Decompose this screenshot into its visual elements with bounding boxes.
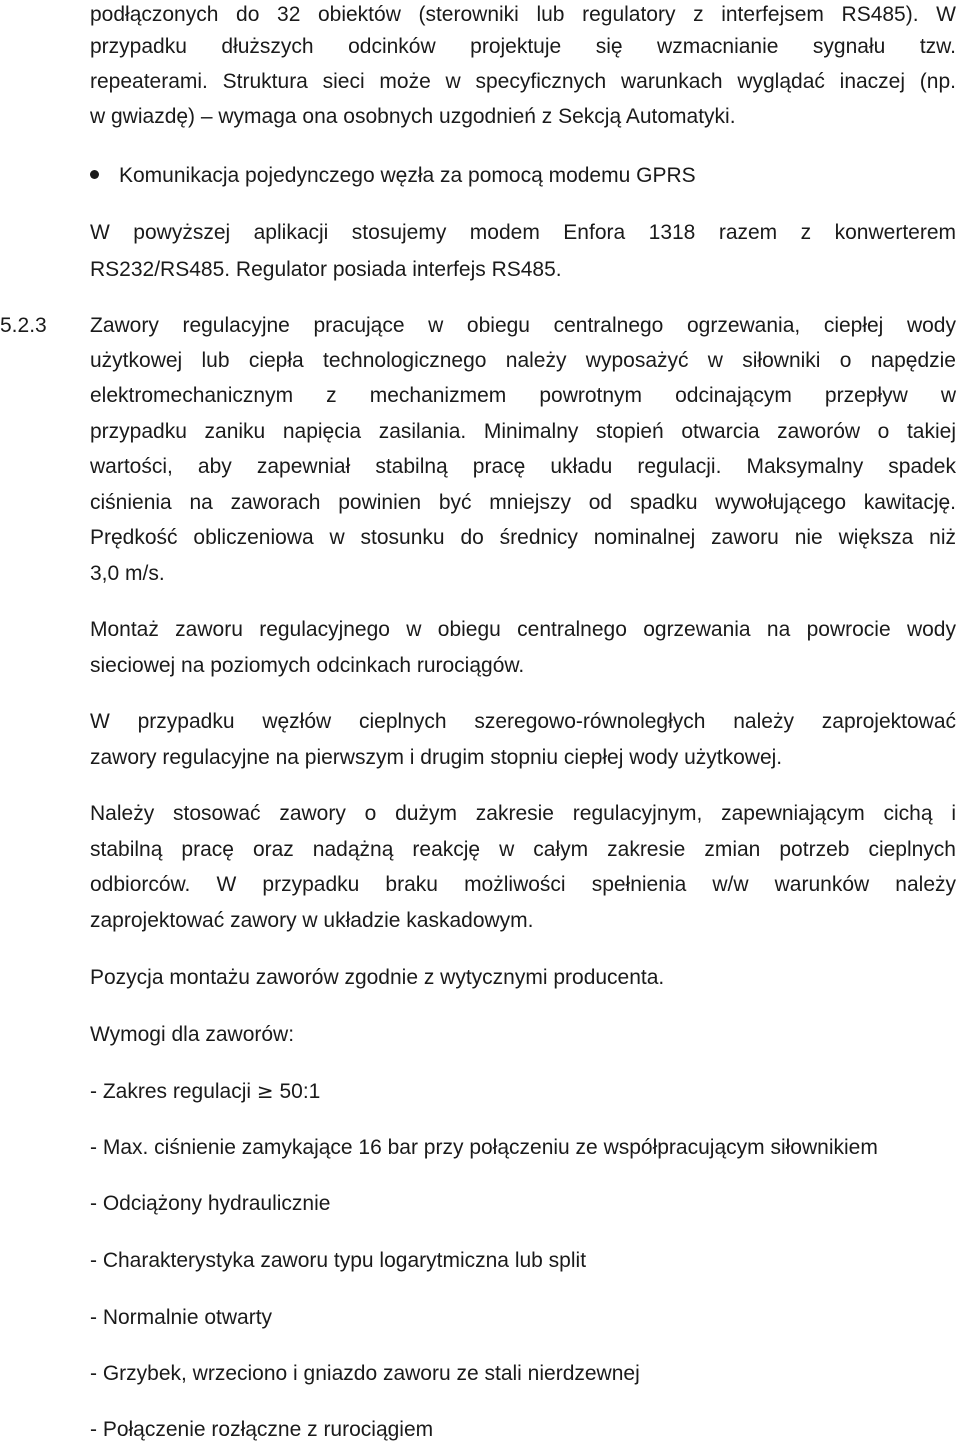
wezly-line: W przypadku węzłów cieplnych szeregowo-równoległych należy zaprojektować [90,710,956,733]
section-line: ciśnienia na zaworach powinien być mniejszy od spadku wywołującego kawitację. [90,491,956,514]
requirement-item [90,1076,320,1107]
zakres-line: zaprojektować zawory w układzie kaskadowym. [90,909,534,932]
gprs-line: W powyższej aplikacji stosujemy modem Enfora 1318 razem z konwerterem [90,221,956,244]
requirement-item: - Max. ciśnienie zamykające 16 bar przy połączeniu ze współpracującym siłownikiem [90,1136,878,1159]
section-line: elektromechanicznym z mechanizmem powrotnym odcinającym przepływ w [90,384,956,407]
montaz-line: sieciowej na poziomych odcinkach rurociągów. [90,654,525,677]
requirements-heading: Wymogi dla zaworów: [90,1023,295,1046]
requirement-item: - Odciążony hydraulicznie [90,1192,331,1215]
bullet-icon [90,170,99,179]
zakres-line: Należy stosować zawory o dużym zakresie regulacyjnym, zapewniającym cichą i [90,802,956,825]
zakres-line: odbiorców. W przypadku braku możliwości spełnienia w/w warunków należy [90,873,956,896]
pozycja-paragraph: Pozycja montażu zaworów zgodnie z wytycznymi producenta. [90,966,665,989]
greater-equal-symbol: ≥ [256,1079,274,1103]
gprs-line: RS232/RS485. Regulator posiada interfejs RS485. [90,258,562,281]
section-line: Prędkość obliczeniowa w stosunku do średnicy nominalnej zaworu nie większa niż [90,526,956,549]
section-line: wartości, aby zapewniał stabilną pracę układu regulacji. Maksymalny spadek [90,455,956,478]
intro-line: repeaterami. Struktura sieci może w specyficznych warunkach wyglądać inaczej (np. [90,70,956,93]
intro-line: podłączonych do 32 obiektów (sterowniki lub regulatory z interfejsem RS485). W [90,3,956,26]
section-number: 5.2.3 [0,314,47,337]
requirement-item: - Grzybek, wrzeciono i gniazdo zaworu ze stali nierdzewnej [90,1362,640,1385]
requirement-item: - Normalnie otwarty [90,1306,273,1329]
requirement-item: - Charakterystyka zaworu typu logarytmiczna lub split [90,1249,587,1272]
zakres-line: stabilną pracę oraz nadążną reakcję w całym zakresie zmian potrzeb cieplnych [90,838,956,861]
intro-line: w gwiazdę) – wymaga ona osobnych uzgodnień z Sekcją Automatyki. [90,105,736,128]
requirement-item: - Połączenie rozłączne z rurociągiem [90,1418,434,1441]
wezly-line: zawory regulacyjne na pierwszym i drugim stopniu ciepłej wody użytkowej. [90,746,783,769]
intro-line: przypadku dłuższych odcinków projektuje się wzmacnianie sygnału tzw. [90,35,956,58]
requirement-prefix: - Zakres regulacji [90,1080,257,1103]
section-line: użytkowej lub ciepła technologicznego należy wyposażyć w siłowniki o napędzie [90,349,956,372]
montaz-line: Montaż zaworu regulacyjnego w obiegu centralnego ogrzewania na powrocie wody [90,618,956,641]
bullet-text: Komunikacja pojedynczego węzła za pomocą modemu GPRS [119,164,696,187]
section-line: przypadku zaniku napięcia zasilania. Minimalny stopień otwarcia zaworów o takiej [90,420,956,443]
section-line: 3,0 m/s. [90,562,165,585]
section-line: Zawory regulacyjne pracujące w obiegu centralnego ogrzewania, ciepłej wody [90,314,956,337]
requirement-value: 50:1 [273,1080,321,1103]
